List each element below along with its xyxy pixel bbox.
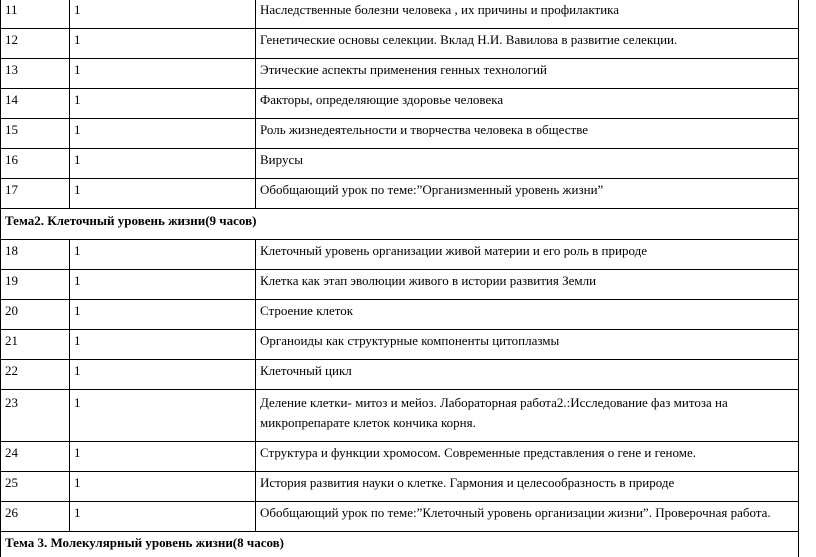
lesson-topic [256,390,799,442]
lesson-number: 14 [1,89,70,119]
lesson-number: 17 [1,179,70,209]
lesson-topic: Генетические основы селекции. Вклад Н.И. Вавилова в развитие селекции. [256,29,799,59]
lesson-number: 20 [1,300,70,330]
lesson-topic: Обобщающий урок по теме:”Организменный уровень жизни” [256,179,799,209]
table-row [1,502,799,532]
lesson-number: 12 [1,29,70,59]
table-row [1,240,799,270]
lesson-topic: Клеточный цикл [256,360,799,390]
table-row [1,330,799,360]
lesson-hours: 1 [70,149,256,179]
lesson-topic: История развития науки о клетке. Гармония и целесообразность в природе [256,472,799,502]
section-title: Тема 3. Молекулярный уровень жизни(8 часов) [1,532,799,557]
table-row [1,0,799,29]
lesson-hours: 1 [70,0,256,29]
lesson-topic: Строение клеток [256,300,799,330]
lesson-hours: 1 [70,270,256,300]
lesson-number: 13 [1,59,70,89]
lesson-hours: 1 [70,29,256,59]
lesson-number: 26 [1,502,70,532]
table-row [1,300,799,330]
lesson-number: 15 [1,119,70,149]
lesson-hours: 1 [70,442,256,472]
lesson-hours: 1 [70,330,256,360]
lesson-topic-line: Деление клетки- митоз и мейоз. Лабораторная работа2.:Исследование фаз митоза на [260,393,798,413]
table-row [1,390,799,442]
lesson-hours: 1 [70,472,256,502]
lesson-topic: Структура и функции хромосом. Современные представления о гене и геноме. [256,442,799,472]
table-row [1,59,799,89]
lesson-number: 24 [1,442,70,472]
lesson-topic: Обобщающий урок по теме:”Клеточный уровень организации жизни”. Проверочная работа. [256,502,799,532]
table-row [1,472,799,502]
table-row [1,149,799,179]
lesson-number: 11 [1,0,70,29]
table-row [1,119,799,149]
lesson-number: 19 [1,270,70,300]
lesson-topic: Этические аспекты применения генных технологий [256,59,799,89]
lesson-hours: 1 [70,360,256,390]
lesson-number: 22 [1,360,70,390]
lesson-topic-line: микропрепарате клеток кончика корня. [260,413,798,433]
lesson-hours: 1 [70,59,256,89]
table-row [1,29,799,59]
section-header-row [1,532,799,557]
lesson-number: 25 [1,472,70,502]
lesson-hours: 1 [70,89,256,119]
table-row [1,360,799,390]
lesson-topic: Вирусы [256,149,799,179]
table-row [1,442,799,472]
lesson-topic: Органоиды как структурные компоненты цитоплазмы [256,330,799,360]
lesson-topic: Наследственные болезни человека , их причины и профилактика [256,0,799,29]
lesson-hours: 1 [70,300,256,330]
table-row [1,270,799,300]
lesson-hours: 1 [70,390,256,442]
lesson-topic: Факторы, определяющие здоровье человека [256,89,799,119]
lesson-topic: Клетка как этап эволюции живого в истории развития Земли [256,270,799,300]
lesson-number: 16 [1,149,70,179]
lesson-hours: 1 [70,240,256,270]
section-title: Тема2. Клеточный уровень жизни(9 часов) [1,209,799,240]
section-header-row [1,209,799,240]
lesson-number: 21 [1,330,70,360]
table-row [1,179,799,209]
lesson-hours: 1 [70,119,256,149]
lesson-hours: 1 [70,179,256,209]
lesson-topic: Клеточный уровень организации живой материи и его роль в природе [256,240,799,270]
lesson-topic: Роль жизнедеятельности и творчества человека в обществе [256,119,799,149]
table-row [1,89,799,119]
lesson-number: 23 [1,390,70,442]
lesson-hours: 1 [70,502,256,532]
lesson-number: 18 [1,240,70,270]
